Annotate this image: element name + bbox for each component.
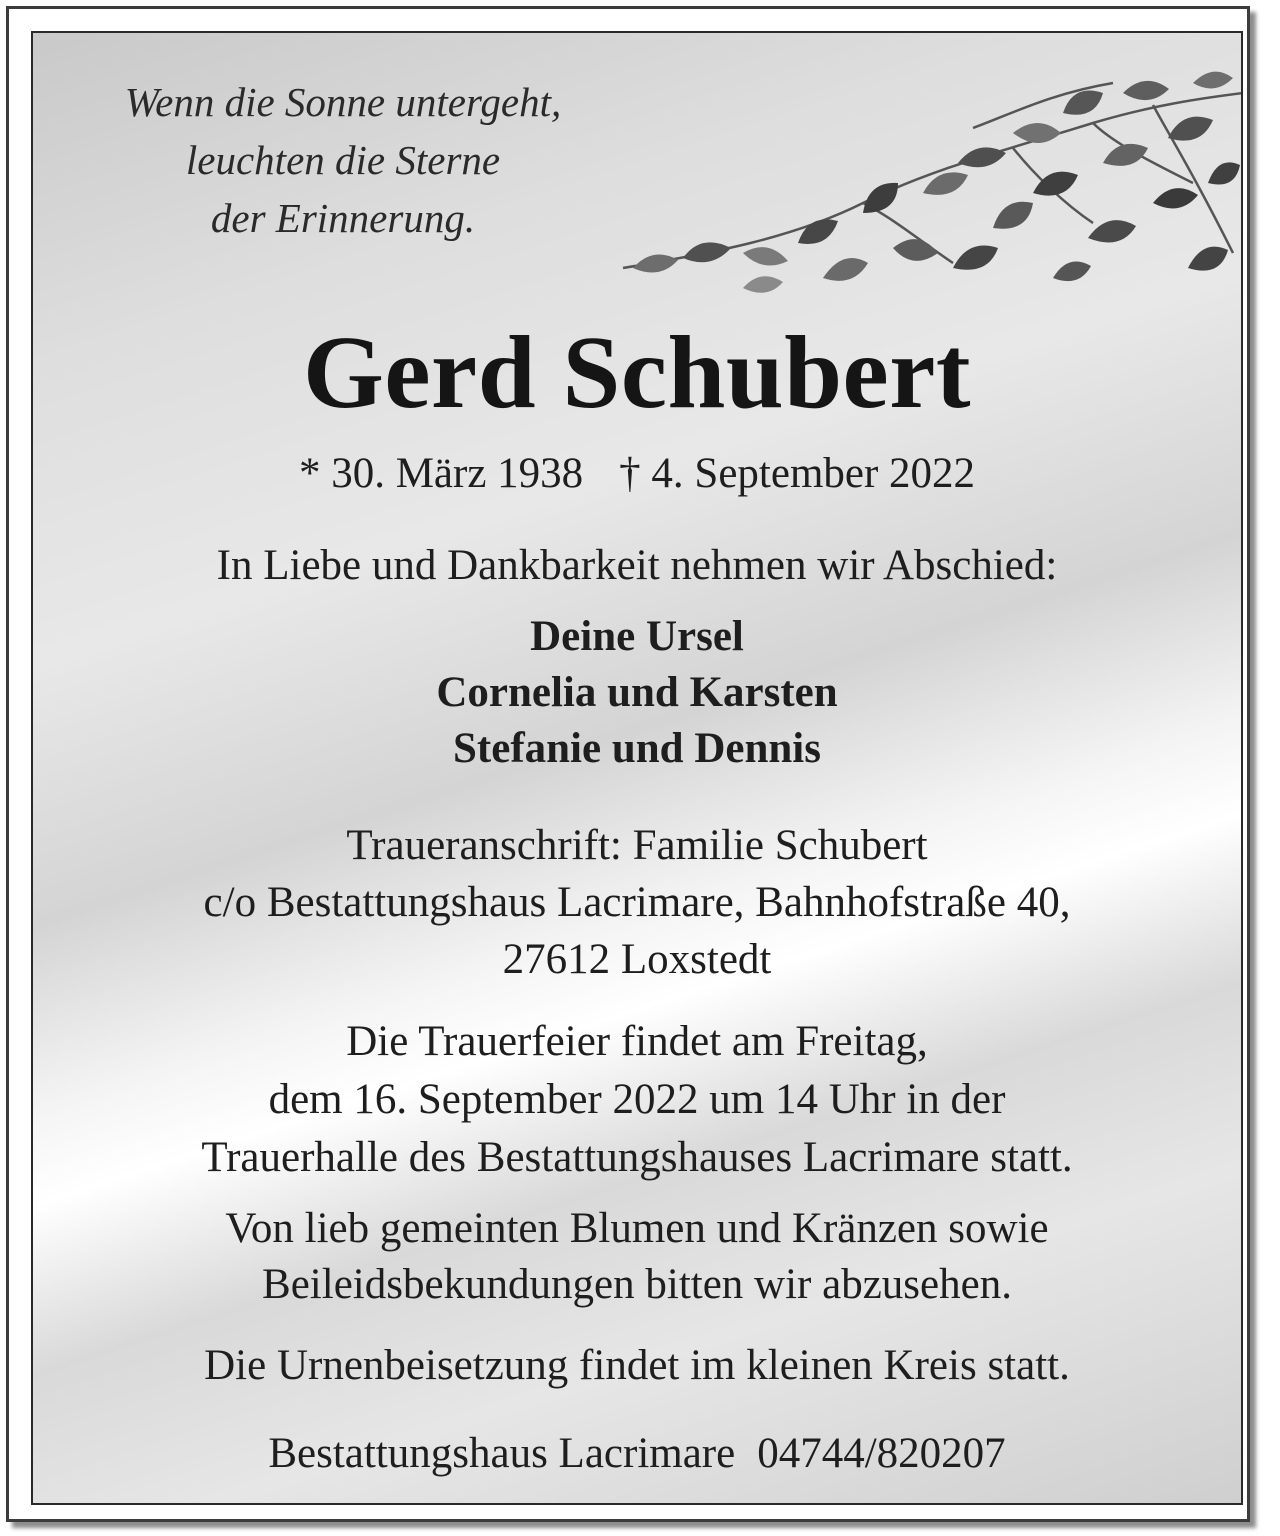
mourners-list <box>33 609 1241 777</box>
obituary-outer-frame <box>6 6 1250 1522</box>
ceremony-line: Trauerhalle des Bestattungshauses Lacrimare statt. <box>201 1134 1073 1181</box>
address-line: 27612 Loxstedt <box>502 936 772 983</box>
flowers-line: Von lieb gemeinten Blumen und Kränzen sowie <box>225 1205 1049 1252</box>
motto <box>73 73 613 247</box>
mourning-address <box>33 817 1241 988</box>
funeral-home-phone: 04744/820207 <box>757 1430 1006 1477</box>
motto-line: Wenn die Sonne untergeht, <box>124 79 562 125</box>
flowers-line: Beileidsbekundungen bitten wir abzusehen. <box>262 1261 1012 1308</box>
ceremony-info <box>33 1013 1241 1187</box>
motto-line: der Erinnerung. <box>210 195 476 241</box>
mourner: Deine Ursel <box>530 613 744 660</box>
flowers-note <box>33 1201 1241 1313</box>
address-line: c/o Bestattungshaus Lacrimare, Bahnhofstraße 40, <box>203 879 1071 926</box>
life-dates <box>33 449 1241 498</box>
deceased-name: Gerd Schubert <box>302 315 972 430</box>
death-date: † 4. September 2022 <box>619 450 976 497</box>
mourner: Stefanie und Dennis <box>453 725 821 772</box>
birch-branch-icon <box>593 53 1243 333</box>
ceremony-line: dem 16. September 2022 um 14 Uhr in der <box>268 1076 1006 1123</box>
birth-date: * 30. März 1938 <box>298 450 584 497</box>
motto-line: leuchten die Sterne <box>185 137 501 183</box>
ceremony-line: Die Trauerfeier findet am Freitag, <box>346 1018 928 1065</box>
obituary-panel <box>31 31 1243 1505</box>
funeral-home-contact <box>33 1429 1241 1478</box>
urn-burial-note: Die Urnenbeisetzung findet im kleinen Kreis statt. <box>204 1342 1070 1389</box>
farewell-intro: In Liebe und Dankbarkeit nehmen wir Abschied: <box>216 542 1058 589</box>
funeral-home-name: Bestattungshaus Lacrimare <box>268 1430 736 1477</box>
address-line: Traueranschrift: Familie Schubert <box>346 822 928 869</box>
mourner: Cornelia und Karsten <box>436 669 838 716</box>
